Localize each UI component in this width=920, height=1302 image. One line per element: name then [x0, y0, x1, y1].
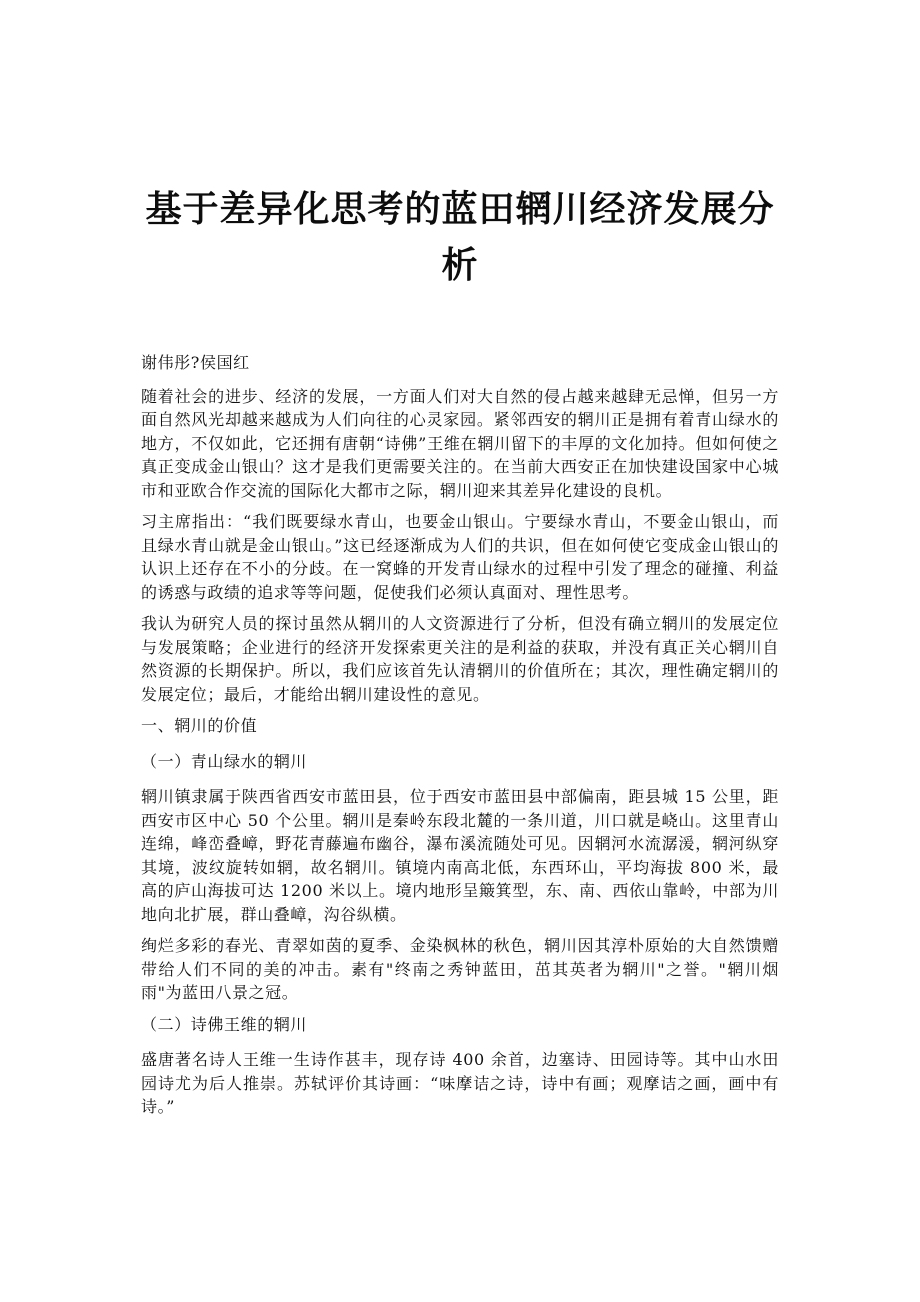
document-body [141, 351, 779, 1127]
paragraph-intro: 随着社会的进步、经济的发展，一方面人们对大自然的侵占越来越肆无忌惮，但另一方面自然风光却越来越成为人们向往的心灵家园。紧邻西安的辋川正是拥有着青山绿水的地方，不仅如此，它还拥有唐朝“诗佛”王维在辋川留下的丰厚的文化加持。但如何使之真正变成金山银山？这才是我们更需要关注的。在当前大西安正在加快建设国家中心城市和亚欧合作交流的国际化大都市之际，辋川迎来其差异化建设的良机。 [141, 386, 779, 500]
subsection-heading-landscape: （一）青山绿水的辋川 [141, 751, 308, 771]
paragraph-geography: 辋川镇隶属于陕西省西安市蓝田县，位于西安市蓝田县中部偏南，距县城 15 公里，距西安市区中心 50 个公里。辋川是秦岭东段北麓的一条川道，川口就是峣山。这里青山连绵，峰峦叠嶂，野花青藤遍布幽谷，瀑布溪流随处可见。因辋河水流潺湲，辋河纵穿其境，波纹旋转如辋，故名辋川。镇境内南高北低，东西环山，平均海拔 800 米，最高的庐山海拔可达 1200 米以上。境内地形呈簸箕型，东、南、西依山靠岭，中部为川地向北扩展，群山叠嶂，沟谷纵横。 [141, 787, 779, 924]
paragraph-opinion: 我认为研究人员的探讨虽然从辋川的人文资源进行了分析，但没有确立辋川的发展定位与发展策略；企业进行的经济开发探索更关注的是利益的获取，并没有真正关心辋川自然资源的长期保护。所以，我们应该首先认清辋川的价值所在；其次，理性确定辋川的发展定位；最后，才能给出辋川建设性的意见。 [141, 614, 779, 704]
author-line: 谢伟彤?侯国红 [141, 353, 250, 372]
paragraph-quote: 习主席指出：“我们既要绿水青山，也要金山银山。宁要绿水青山，不要金山银山，而且绿水青山就是金山银山。”这已经逐渐成为人们的共识，但在如何使它变成金山银山的认识上还存在不小的分歧。在一窝蜂的开发青山绿水的过程中引发了理念的碰撞、利益的诱惑与政绩的追求等等问题，促使我们必须认真面对、理性思考。 [141, 512, 779, 602]
document-title: 基于差异化思考的蓝田辋川经济发展分析 [145, 189, 775, 287]
subsection-heading-wangwei: （二）诗佛王维的辋川 [141, 1014, 308, 1034]
paragraph-wangwei: 盛唐著名诗人王维一生诗作甚丰，现存诗 400 余首，边塞诗、田园诗等。其中山水田园诗尤为后人推崇。苏轼评价其诗画：“味摩诘之诗，诗中有画；观摩诘之画，画中有诗。” [141, 1050, 779, 1116]
section-heading-value: 一、辋川的价值 [141, 716, 258, 735]
paragraph-seasons: 绚烂多彩的春光、青翠如茵的夏季、金染枫林的秋色，辋川因其淳朴原始的大自然馈赠带给人们不同的美的冲击。素有"终南之秀钟蓝田，茁其英者为辋川"之誉。"辋川烟雨"为蓝田八景之冠。 [141, 936, 779, 1002]
